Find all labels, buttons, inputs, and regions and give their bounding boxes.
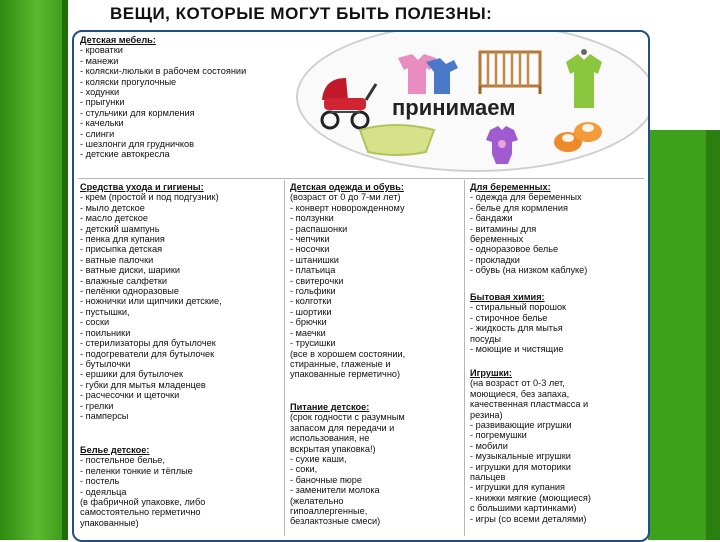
toys-section bbox=[470, 368, 591, 524]
clothes-item: - брючки bbox=[290, 317, 327, 328]
chemicals-item: - стиральный порошок bbox=[470, 302, 567, 313]
clothes-item: - гольфики bbox=[290, 286, 336, 297]
clothes-heading: Детская одежда и обувь: bbox=[290, 182, 404, 192]
right-green-edge bbox=[706, 130, 720, 540]
furniture-item: - стульчики для кормления bbox=[80, 107, 195, 118]
toys-heading: Игрушки: bbox=[470, 368, 512, 378]
care-item: - ватные палочки bbox=[80, 254, 154, 265]
toys-item: - книжки мягкие (моющиеся) bbox=[470, 492, 591, 503]
furniture-section bbox=[80, 35, 246, 160]
linen-item: - постель bbox=[80, 476, 120, 487]
pregnant-heading: Для беременных: bbox=[470, 182, 551, 192]
baby-shoes-icon bbox=[552, 114, 604, 158]
clothes-item: - колготки bbox=[290, 296, 332, 307]
furniture-item: - коляски-люльки в рабочем состоянии bbox=[80, 66, 247, 77]
left-green-rail bbox=[0, 0, 62, 540]
clothes-item: - маечки bbox=[290, 327, 326, 338]
furniture-item: - ходунки bbox=[80, 87, 120, 98]
care-item: - поильники bbox=[80, 327, 131, 338]
care-item: - соски bbox=[80, 317, 110, 328]
clothes-item: - чепчики bbox=[290, 234, 330, 245]
column-divider-2 bbox=[464, 180, 465, 536]
onesie-icon bbox=[482, 124, 522, 166]
care-item: - мыло детское bbox=[80, 202, 145, 213]
chemicals-heading: Бытовая химия: bbox=[470, 292, 545, 302]
chemicals-item: - моющие и чистящие bbox=[470, 344, 564, 355]
food-heading: Питание детское: bbox=[290, 402, 370, 412]
care-item: - крем (простой и под подгузник) bbox=[80, 192, 219, 203]
linen-item: - постельное белье, bbox=[80, 455, 165, 466]
toys-item: с большими картинками) bbox=[470, 503, 577, 514]
care-item: - присыпка детская bbox=[80, 244, 163, 255]
care-item: - пенка для купания bbox=[80, 234, 165, 245]
clothes-item: упакованные герметично) bbox=[290, 369, 401, 380]
clothes-item: - шортики bbox=[290, 306, 332, 317]
care-item: - ватные диски, шарики bbox=[80, 265, 181, 276]
toys-item: моющиеся, без запаха, bbox=[470, 388, 570, 399]
care-item: - детский шампунь bbox=[80, 223, 160, 234]
clothes-item: - трусишки bbox=[290, 338, 336, 349]
care-item: - стерилизаторы для бутылочек bbox=[80, 338, 216, 349]
linen-item: (в фабричной упаковке, либо bbox=[80, 497, 206, 508]
care-section bbox=[80, 182, 222, 421]
chemicals-item: - стирочное белье bbox=[470, 312, 548, 323]
pregnant-item: - прокладки bbox=[470, 254, 520, 265]
accept-label: принимаем bbox=[392, 95, 516, 120]
content-card bbox=[72, 30, 650, 542]
care-item: - ершики для бутылочек bbox=[80, 369, 184, 380]
food-item: (желательно bbox=[290, 495, 344, 506]
clothes-item: - носочки bbox=[290, 244, 330, 255]
food-item: использования, не bbox=[290, 433, 370, 444]
clothes-item: (все в хорошем состоянии, bbox=[290, 348, 406, 359]
linen-heading: Белье детское: bbox=[80, 445, 150, 455]
column-divider-1 bbox=[284, 180, 285, 536]
food-item: безлактозные смеси) bbox=[290, 516, 381, 527]
linen-item: - одеяльца bbox=[80, 486, 127, 497]
care-item: - масло детское bbox=[80, 213, 148, 224]
furniture-item: - детские автокресла bbox=[80, 149, 170, 160]
clothes-item: (возраст от 0 до 7-ми лет) bbox=[290, 192, 401, 203]
linen-item: самостоятельно герметично bbox=[80, 507, 201, 518]
toys-item: - игрушки для купания bbox=[470, 482, 566, 493]
pregnant-section bbox=[470, 182, 587, 276]
food-section bbox=[290, 402, 405, 527]
food-item: (срок годности с разумным bbox=[290, 412, 405, 423]
clothes-section bbox=[290, 182, 405, 380]
food-item: - заменители молока bbox=[290, 485, 380, 496]
care-item: - пелёнки одноразовые bbox=[80, 286, 180, 297]
care-item: - влажные салфетки bbox=[80, 275, 168, 286]
toys-item: - игрушки для моторики bbox=[470, 461, 571, 472]
baby-clothes-icon bbox=[392, 50, 462, 98]
toys-item: - игры (со всеми деталями) bbox=[470, 513, 587, 524]
clothes-item: стиранные, глаженые и bbox=[290, 358, 391, 369]
furniture-item: - прыгунки bbox=[80, 97, 125, 108]
care-item: - грелки bbox=[80, 400, 114, 411]
linen-item: упакованные) bbox=[80, 517, 139, 528]
chemicals-section bbox=[470, 292, 566, 354]
bathtub-icon bbox=[356, 122, 438, 158]
care-item: - губки для мытья младенцев bbox=[80, 379, 206, 390]
food-item: - баночные пюре bbox=[290, 474, 362, 485]
chemicals-item: посуды bbox=[470, 333, 501, 344]
pregnant-item: - обувь (на низком каблуке) bbox=[470, 265, 588, 276]
furniture-item: - коляски прогулочные bbox=[80, 76, 177, 87]
page-title: ВЕЩИ, КОТОРЫЕ МОГУТ БЫТЬ ПОЛЕЗНЫ: bbox=[110, 4, 493, 23]
shirt-icon bbox=[562, 48, 606, 112]
toys-item: - погремушки bbox=[470, 430, 527, 441]
crib-icon bbox=[476, 44, 544, 94]
pregnant-item: - бандажи bbox=[470, 213, 513, 224]
furniture-item: - кроватки bbox=[80, 45, 123, 56]
care-item: - бутылочки bbox=[80, 358, 131, 369]
toys-item: пальцев bbox=[470, 472, 506, 483]
food-item: - соки, bbox=[290, 464, 318, 475]
chemicals-item: - жидкость для мытья bbox=[470, 323, 563, 334]
pregnant-item: - витамины для bbox=[470, 223, 537, 234]
toys-item: - мобили bbox=[470, 440, 508, 451]
clothes-item: - платьица bbox=[290, 265, 336, 276]
toys-item: резина) bbox=[470, 409, 503, 420]
care-item: - ножнички или щипчики детские, bbox=[80, 296, 222, 307]
clothes-item: - распашонки bbox=[290, 223, 348, 234]
furniture-item: - манежи bbox=[80, 55, 119, 66]
clothes-item: - штанишки bbox=[290, 254, 339, 265]
clothes-item: - свитерочки bbox=[290, 275, 344, 286]
linen-item: - пеленки тонкие и тёплые bbox=[80, 465, 193, 476]
toys-item: качественная пластмасса и bbox=[470, 399, 589, 410]
care-heading: Средства ухода и гигиены: bbox=[80, 182, 204, 192]
toys-item: (на возраст от 0-3 лет, bbox=[470, 378, 565, 389]
food-item: гипоаллергенные, bbox=[290, 506, 368, 517]
furniture-item: - качельки bbox=[80, 118, 124, 129]
left-green-stripe bbox=[62, 0, 68, 540]
pregnant-item: беременных bbox=[470, 234, 524, 245]
toys-item: - музыкальные игрушки bbox=[470, 451, 571, 462]
food-item: - сухие каши, bbox=[290, 454, 347, 465]
care-item: - пустышки, bbox=[80, 306, 130, 317]
food-item: вскрытая упаковка!) bbox=[290, 443, 376, 454]
pregnant-item: - одежда для беременных bbox=[470, 192, 582, 203]
furniture-item: - слинги bbox=[80, 128, 115, 139]
clothes-item: - конверт новорожденному bbox=[290, 202, 405, 213]
furniture-item: - шезлонги для грудничков bbox=[80, 139, 195, 150]
pregnant-item: - белье для кормления bbox=[470, 202, 568, 213]
care-item: - памперсы bbox=[80, 410, 129, 421]
horizontal-divider bbox=[78, 178, 644, 179]
care-item: - подогреватели для бутылочек bbox=[80, 348, 215, 359]
toys-item: - развивающие игрушки bbox=[470, 420, 572, 431]
clothes-item: - ползунки bbox=[290, 213, 334, 224]
linen-section bbox=[80, 445, 205, 528]
furniture-heading: Детская мебель: bbox=[80, 35, 156, 45]
pregnant-item: - одноразовое белье bbox=[470, 244, 559, 255]
care-item: - расчесочки и щеточки bbox=[80, 390, 180, 401]
food-item: запасом для передачи и bbox=[290, 422, 395, 433]
